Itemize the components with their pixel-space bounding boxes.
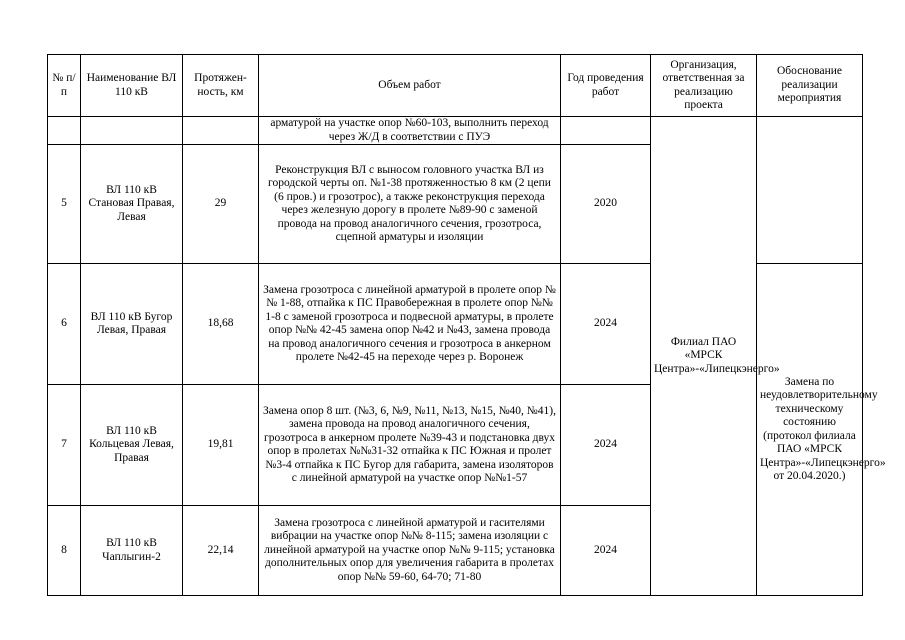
- cell-empty: [81, 117, 183, 145]
- cell-name: ВЛ 110 кВ Бугор Левая, Правая: [81, 264, 183, 385]
- cell-name: ВЛ 110 кВ Чаплыгин-2: [81, 506, 183, 596]
- header-basis: Обоснование реализации мероприятия: [757, 55, 863, 117]
- cell-work: Замена грозотроса с линейной арматурой в пролете опор №№ 1-88, отпайка к ПС Правобережная в пролете опор №№ 1-8 с заменой грозотроса и подвесной арматуры, в пролете опор №№ 42-45 замена опор №42 и №43, замена провода на провод аналогичного сечения и грозотроса в анкерном пролете №42-45 на переходе через р. Воронеж: [259, 264, 561, 385]
- cell-basis: Замена по неудовлетворительному техническому состоянию (протокол филиала ПАО «МРСК Центра»-«Липецкэнерго» от 20.04.2020.): [757, 264, 863, 596]
- cell-length: 19,81: [183, 385, 259, 506]
- cell-work: арматурой на участке опор №60-103, выполнить переход через Ж/Д в соответствии с ПУЭ: [259, 117, 561, 145]
- cell-num: 8: [48, 506, 81, 596]
- cell-year: 2020: [561, 145, 651, 264]
- header-row: [48, 55, 863, 117]
- header-year: Год проведения работ: [561, 55, 651, 117]
- cell-length: 29: [183, 145, 259, 264]
- cell-name: ВЛ 110 кВ Кольцевая Левая, Правая: [81, 385, 183, 506]
- cell-num: 6: [48, 264, 81, 385]
- cell-empty: [183, 117, 259, 145]
- header-name: Наименование ВЛ 110 кВ: [81, 55, 183, 117]
- cell-length: 18,68: [183, 264, 259, 385]
- header-work: Объем работ: [259, 55, 561, 117]
- cell-work: Замена опор 8 шт. (№3, 6, №9, №11, №13, №15, №40, №41), замена провода на провод аналогичного сечения, грозотроса в анкерном пролете №39-43 и подстановка двух опор в пролетах №№31-32 отпайка к ПС Южная и пролет №3-4 отпайка к ПС Бугор для габарита, замена изоляторов с линейной арматурой на участке опор №№1-57: [259, 385, 561, 506]
- cell-name: ВЛ 110 кВ Становая Правая, Левая: [81, 145, 183, 264]
- header-organization: Организация, ответственная за реализацию проекта: [651, 55, 757, 117]
- cell-empty: [48, 117, 81, 145]
- cell-year: 2024: [561, 385, 651, 506]
- cell-length: 22,14: [183, 506, 259, 596]
- cell-work: Замена грозотроса с линейной арматурой и гасителями вибрации на участке опор №№ 8-115; замена изоляции с линейной арматурой на участке опор №№ 9-115; установка дополнительных опор для увеличения габарита в пролетах опор №№ 59-60, 64-70; 71-80: [259, 506, 561, 596]
- cell-empty: [561, 117, 651, 145]
- cell-num: 5: [48, 145, 81, 264]
- header-length: Протяжен-ность, км: [183, 55, 259, 117]
- works-table: [47, 54, 886, 596]
- cell-num: 7: [48, 385, 81, 506]
- header-num: № п/п: [48, 55, 81, 117]
- table-row-continuation: [48, 117, 863, 145]
- cell-organization: Филиал ПАО «МРСК Центра»-«Липецкэнерго»: [651, 117, 757, 596]
- cell-work: Реконструкция ВЛ с выносом головного участка ВЛ из городской черты оп. №1-38 протяженностью 8 км (2 цепи (6 пров.) и грозотрос), а также реконструкция перехода через железную дорогу в пролете №89-90 с заменой провода на провод аналогичного сечения, грозотроса, сцепной арматуры и изоляции: [259, 145, 561, 264]
- cell-year: 2024: [561, 506, 651, 596]
- cell-empty: [757, 117, 863, 264]
- cell-year: 2024: [561, 264, 651, 385]
